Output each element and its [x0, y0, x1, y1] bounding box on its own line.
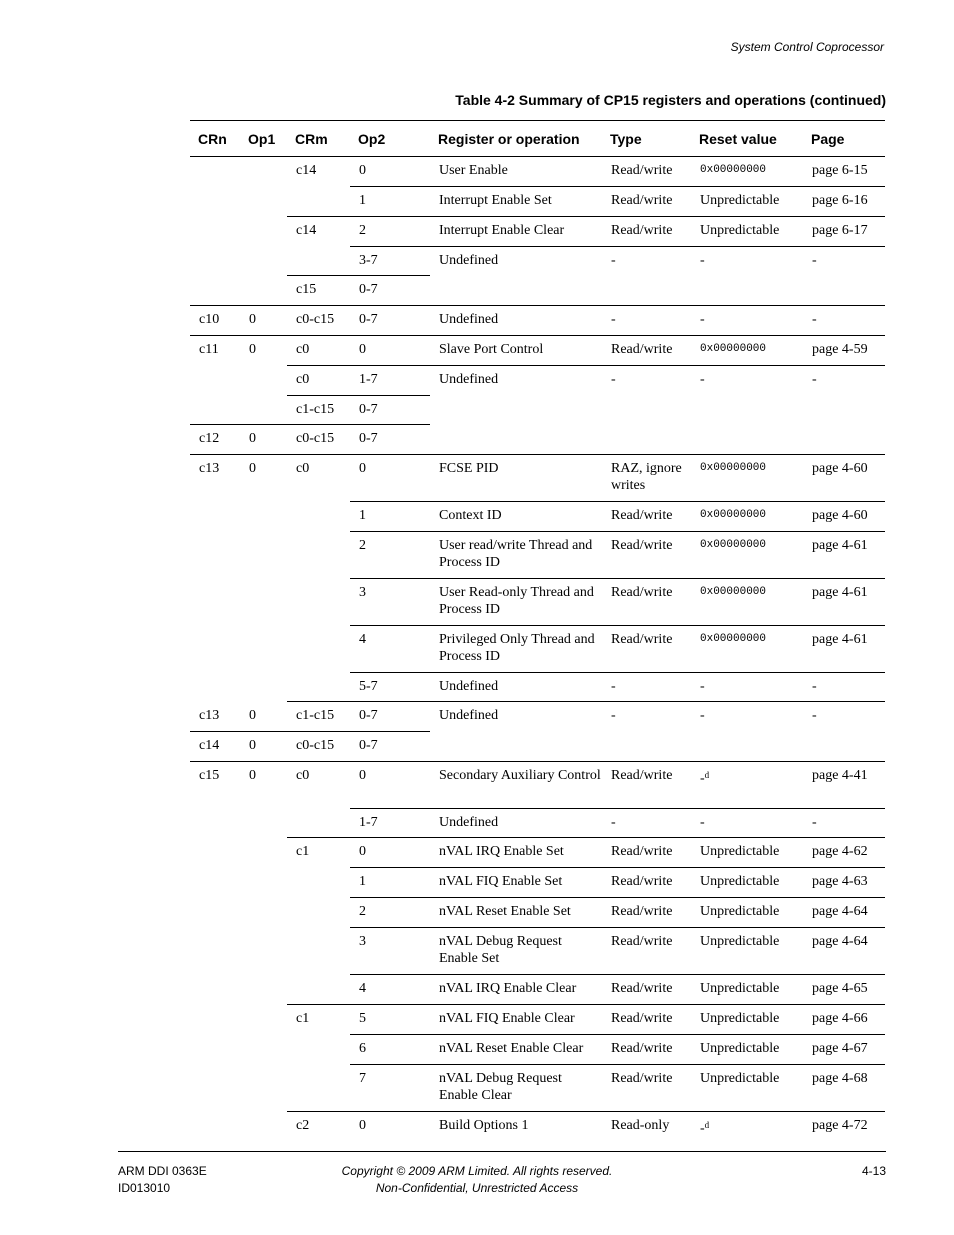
footer-page-number: 4-13: [861, 1164, 886, 1178]
cell-op2: 0: [359, 163, 366, 178]
cell-crm: c1-c15: [287, 396, 350, 425]
cell-op1: [240, 157, 287, 306]
cell-page: page 6-17: [803, 217, 885, 247]
cell-crm: c15: [287, 276, 350, 306]
column-header-op1: Op1: [240, 121, 287, 157]
cell-reset-value: [691, 157, 803, 187]
reset-value-text: Unpredictable: [700, 844, 780, 859]
cell-page: page 6-16: [803, 187, 885, 217]
cell-type: Read/write: [602, 928, 691, 975]
cell-type: -: [602, 247, 691, 306]
cell-reset-value: [691, 217, 803, 247]
footnote-marker: d: [704, 1120, 710, 1130]
cell-crm: c1-c15: [287, 702, 350, 732]
cell-reset-value: [691, 1065, 803, 1112]
cell-reset-value: [691, 1112, 803, 1142]
cell-op2: 3: [350, 928, 430, 975]
reset-value-text: -: [700, 253, 705, 268]
cell-register: nVAL IRQ Enable Set: [430, 838, 602, 868]
table-body: [190, 157, 885, 1142]
reset-value-text: Unpredictable: [700, 981, 780, 996]
reset-value-text: Unpredictable: [700, 1011, 780, 1026]
cell-op1: 0: [240, 425, 287, 455]
cell-page: page 4-61: [803, 579, 885, 626]
cell-crm: c0: [287, 336, 350, 366]
cell-crm: c0: [287, 762, 350, 838]
cell-crm: c1: [287, 1005, 350, 1112]
reset-value-text: -: [700, 312, 705, 327]
cell-register: Undefined: [430, 306, 602, 336]
column-header-page: Page: [803, 121, 885, 157]
cell-register: nVAL FIQ Enable Set: [430, 868, 602, 898]
cell-op2: 7: [350, 1065, 430, 1112]
cell-crm: c0-c15: [287, 306, 350, 336]
cell-op2: 5-7: [350, 673, 430, 702]
column-header-register: Register or operation: [430, 121, 602, 157]
cell-register: FCSE PID: [430, 455, 602, 502]
cell-reset-value: [691, 868, 803, 898]
cell-type: Read/write: [602, 838, 691, 868]
cell-page: -: [803, 247, 885, 306]
column-header-crm: CRm: [287, 121, 350, 157]
table-row: [190, 1005, 885, 1035]
cell-crm: c0-c15: [287, 732, 350, 762]
column-header-reset-value: Reset value: [691, 121, 803, 157]
cell-op2: 5: [350, 1005, 430, 1035]
cell-type: Read/write: [602, 1035, 691, 1065]
cell-reset-value: [691, 336, 803, 366]
table-row: [190, 702, 885, 732]
cell-reset-value: [691, 502, 803, 532]
reset-value-text: Unpredictable: [700, 193, 780, 208]
cell-op2: 2: [350, 532, 430, 579]
cell-type: Read/write: [611, 163, 673, 178]
cell-op2: 4: [350, 626, 430, 673]
cell-type: -: [602, 306, 691, 336]
footer-confidentiality: Non-Confidential, Unrestricted Access: [375, 1181, 579, 1195]
reset-value-text: Unpredictable: [700, 934, 780, 949]
cell-reset-value: [691, 579, 803, 626]
cell-type: Read/write: [602, 502, 691, 532]
cell-page: page 4-62: [803, 838, 885, 868]
footnote-marker: d: [704, 770, 710, 780]
cell-op2: 0: [350, 1112, 430, 1142]
footer-legal: [0, 1163, 954, 1197]
cell-type: Read-only: [602, 1112, 691, 1142]
cell-crm: c14: [287, 217, 350, 276]
cell-type: Read/write: [602, 579, 691, 626]
cell-type: Read/write: [602, 626, 691, 673]
table-row: [190, 366, 885, 396]
cell-register: nVAL FIQ Enable Clear: [430, 1005, 602, 1035]
table-row: [190, 838, 885, 868]
cell-crn: c12: [190, 425, 240, 455]
cell-op2: 3: [350, 579, 430, 626]
cell-register: nVAL Reset Enable Clear: [430, 1035, 602, 1065]
cell-page: page 4-60: [803, 455, 885, 502]
cell-page: -: [803, 366, 885, 455]
cell-reset-value: [691, 1005, 803, 1035]
cell-op1: 0: [240, 455, 287, 702]
cell-type: RAZ, ignore writes: [602, 455, 691, 502]
cell-op2: 0: [350, 455, 430, 502]
cell-op2: 0: [350, 762, 430, 809]
cell-crn: c11: [190, 336, 240, 425]
cell-op2: 0-7: [350, 306, 430, 336]
cell-register: Slave Port Control: [430, 336, 602, 366]
cell-page: page 4-65: [803, 975, 885, 1005]
cell-type: Read/write: [602, 975, 691, 1005]
reset-value-text: -: [700, 771, 705, 786]
cell-op2: 2: [350, 898, 430, 928]
table-row: [190, 217, 885, 247]
cell-page: page 4-59: [803, 336, 885, 366]
cell-type: Read/write: [602, 187, 691, 217]
cell-page: page 4-60: [803, 502, 885, 532]
cell-crm: c1: [287, 838, 350, 1005]
cell-register: User Enable: [439, 163, 508, 178]
reset-value-text: Unpredictable: [700, 1041, 780, 1056]
cell-page: -: [803, 306, 885, 336]
cell-reset-value: [691, 975, 803, 1005]
cell-reset-value: [691, 366, 803, 455]
cell-op1: 0: [240, 306, 287, 336]
cell-register: Privileged Only Thread and Process ID: [430, 626, 602, 673]
cell-page: page 4-61: [803, 626, 885, 673]
cell-reset-value: [691, 762, 803, 809]
cell-type: Read/write: [602, 1065, 691, 1112]
footer-doc-rev: ID013010: [118, 1181, 171, 1195]
cell-op2: 0-7: [350, 425, 430, 455]
cell-register: nVAL Debug Request Enable Clear: [430, 1065, 602, 1112]
cell-reset-value: [691, 702, 803, 762]
reset-value-text: 0x00000000: [700, 586, 767, 598]
cell-register: Build Options 1: [430, 1112, 602, 1142]
reset-value-text: 0x00000000: [700, 164, 767, 176]
table-row: [190, 762, 885, 809]
cell-type: -: [602, 366, 691, 455]
cell-register: Undefined: [430, 702, 602, 762]
cell-reset-value: [691, 673, 803, 702]
cell-page: page 4-64: [803, 928, 885, 975]
table-row: [190, 1112, 885, 1142]
cell-op2: 1-7: [350, 366, 430, 396]
reset-value-text: -: [700, 708, 705, 723]
cell-page: page 4-68: [803, 1065, 885, 1112]
cell-op2: 2: [350, 217, 430, 247]
cell-page: page 4-61: [803, 532, 885, 579]
footer-divider: [118, 1151, 886, 1152]
cell-reset-value: [691, 809, 803, 838]
cell-reset-value: [691, 532, 803, 579]
reset-value-text: -: [700, 1121, 705, 1136]
cell-register: Undefined: [430, 247, 602, 306]
table-row: [190, 336, 885, 366]
cell-page: page 6-15: [812, 163, 868, 178]
running-header: System Control Coprocessor: [730, 40, 884, 54]
reset-value-text: 0x00000000: [700, 539, 767, 551]
cell-op2: 0-7: [350, 396, 430, 425]
cell-crn: [190, 157, 240, 306]
cell-page: page 4-63: [803, 868, 885, 898]
cell-type: Read/write: [602, 868, 691, 898]
cell-page: -: [803, 673, 885, 702]
reset-value-text: -: [700, 679, 705, 694]
cell-reset-value: [691, 898, 803, 928]
reset-value-text: -: [700, 815, 705, 830]
cell-type: Read/write: [602, 762, 691, 809]
cell-reset-value: [691, 928, 803, 975]
reset-value-text: -: [700, 372, 705, 387]
cell-reset-value: [691, 455, 803, 502]
cell-reset-value: [691, 626, 803, 673]
table-header-row: [190, 121, 885, 157]
cell-reset-value: [691, 247, 803, 306]
cell-crm: c2: [287, 1112, 350, 1142]
table-row: [190, 455, 885, 502]
cell-crm: c0-c15: [287, 425, 350, 455]
cell-op2: 0: [350, 838, 430, 868]
cell-op2: 1: [350, 187, 430, 217]
column-header-type: Type: [602, 121, 691, 157]
reset-value-text: 0x00000000: [700, 462, 767, 474]
cell-op2: 0-7: [350, 276, 430, 306]
cell-register: Secondary Auxiliary Control: [430, 762, 602, 809]
column-header-crn: CRn: [190, 121, 240, 157]
cell-reset-value: [691, 838, 803, 868]
cell-op2: 6: [350, 1035, 430, 1065]
cell-type: -: [602, 702, 691, 762]
reset-value-text: Unpredictable: [700, 904, 780, 919]
cell-register: nVAL Reset Enable Set: [430, 898, 602, 928]
cell-type: -: [602, 673, 691, 702]
cell-type: Read/write: [602, 898, 691, 928]
reset-value-text: Unpredictable: [700, 223, 780, 238]
cell-crn: c13: [190, 455, 240, 702]
cell-reset-value: [691, 306, 803, 336]
cell-page: page 4-72: [803, 1112, 885, 1142]
cell-reset-value: [691, 187, 803, 217]
cell-type: Read/write: [602, 532, 691, 579]
cell-register: Interrupt Enable Clear: [430, 217, 602, 247]
cell-crm: c0: [287, 366, 350, 396]
cell-type: Read/write: [602, 217, 691, 247]
cell-reset-value: [691, 1035, 803, 1065]
cell-register: Undefined: [430, 366, 602, 455]
cell-page: page 4-66: [803, 1005, 885, 1035]
cell-op2: 3-7: [350, 247, 430, 276]
reset-value-text: Unpredictable: [700, 874, 780, 889]
table-row: [190, 306, 885, 336]
cell-op1: 0: [240, 732, 287, 762]
cell-register: Undefined: [430, 809, 602, 838]
cell-page: -: [803, 702, 885, 762]
cell-crn: c13: [199, 707, 220, 723]
cell-type: -: [602, 809, 691, 838]
cell-op1: 0: [240, 336, 287, 425]
cell-page: page 4-41: [803, 762, 885, 809]
footer-doc-id: ARM DDI 0363E: [118, 1164, 207, 1178]
cell-op2: 1-7: [350, 809, 430, 838]
cell-page: page 4-64: [803, 898, 885, 928]
column-header-op2: Op2: [350, 121, 430, 157]
reset-value-text: 0x00000000: [700, 633, 767, 645]
cell-crn: c14: [190, 732, 240, 762]
footer-copyright: Copyright © 2009 ARM Limited. All rights reserved.: [341, 1164, 613, 1178]
cell-crm: c14: [296, 163, 317, 178]
cell-page: page 4-67: [803, 1035, 885, 1065]
table-row: [190, 157, 885, 187]
cell-op2: 0-7: [350, 702, 430, 732]
cell-op1: 0: [249, 707, 256, 723]
cell-register: Context ID: [430, 502, 602, 532]
cell-register: Undefined: [430, 673, 602, 702]
cell-register: Interrupt Enable Set: [430, 187, 602, 217]
reset-value-text: 0x00000000: [700, 509, 767, 521]
cell-op2: 1: [350, 868, 430, 898]
cell-register: nVAL IRQ Enable Clear: [430, 975, 602, 1005]
cell-op2: 0: [350, 336, 430, 366]
cell-register: User read/write Thread and Process ID: [430, 532, 602, 579]
cell-crn: c15: [190, 762, 240, 1142]
cell-type: Read/write: [602, 336, 691, 366]
cell-op2: 4: [350, 975, 430, 1005]
cell-op1: 0: [240, 762, 287, 1142]
cell-type: Read/write: [602, 1005, 691, 1035]
reset-value-text: 0x00000000: [700, 343, 767, 355]
cell-crm: c0: [287, 455, 350, 702]
cell-op2: 1: [350, 502, 430, 532]
cell-op2: 0-7: [350, 732, 430, 762]
table-caption: Table 4-2 Summary of CP15 registers and operations (continued): [455, 92, 886, 108]
cp15-register-table: [190, 120, 885, 1142]
reset-value-text: Unpredictable: [700, 1071, 780, 1086]
cell-crn: c10: [190, 306, 240, 336]
cell-register: User Read-only Thread and Process ID: [430, 579, 602, 626]
cell-page: -: [803, 809, 885, 838]
cell-register: nVAL Debug Request Enable Set: [430, 928, 602, 975]
